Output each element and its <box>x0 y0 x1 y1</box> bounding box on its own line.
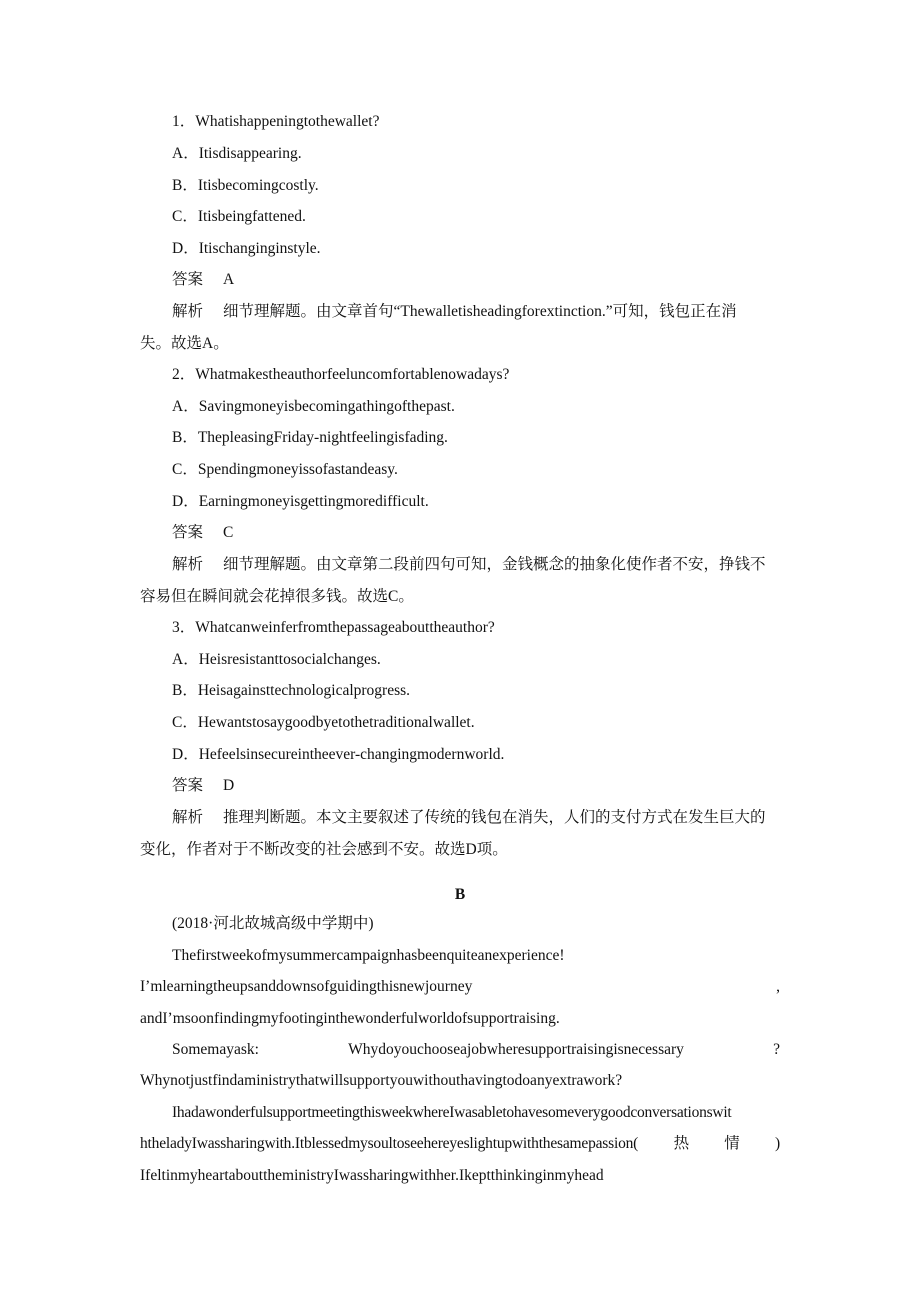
q2-option-d: D．Earningmoneyisgettingmoredifficult. <box>172 493 429 510</box>
q3-option-a: A．Heisresistanttosocialchanges. <box>172 651 381 668</box>
text: 热 <box>673 1135 689 1152</box>
answer-value: A <box>223 271 235 288</box>
q2-analysis-cont: 容易但在瞬间就会花掉很多钱。故选C。 <box>140 588 414 605</box>
analysis-label: 解析 <box>172 809 204 826</box>
q2-option-a: A．Savingmoneyisbecomingathingofthepast. <box>172 398 455 415</box>
analysis-text: 推理判断题。本文主要叙述了传统的钱包在消失，人们的支付方式在发生巨大的 <box>223 809 766 826</box>
passage-line: Whynotjustfindaministrythatwillsupportyouwithouthavingtodoanyextrawork? <box>140 1072 623 1089</box>
q2-option-b: B．ThepleasingFriday-nightfeelingisfading. <box>172 429 448 446</box>
q1-option-c: C．Itisbeingfattened. <box>172 208 306 225</box>
text: 情 <box>724 1135 740 1152</box>
section-heading: B <box>454 886 466 903</box>
passage-line: IfeltinmyheartabouttheministryIwassharingwithher.Ikeptthinkinginmyhead <box>140 1167 604 1184</box>
q3-option-b: B．Heisagainsttechnologicalprogress. <box>172 682 411 699</box>
text: htheladyIwassharingwith.Itblessedmysoultoseehereyeslightupwiththesamepassion( <box>140 1135 639 1152</box>
q1-analysis-cont: 失。故选A。 <box>140 335 229 352</box>
answer-label: 答案 <box>172 777 204 794</box>
q1-answer <box>172 270 234 290</box>
q1-option-b: B．Itisbecomingcostly. <box>172 177 319 194</box>
passage-line <box>140 1134 780 1154</box>
answer-label: 答案 <box>172 524 204 541</box>
analysis-text: 细节理解题。由文章第二段前四句可知，金钱概念的抽象化使作者不安，挣钱不 <box>223 556 766 573</box>
text: I’mlearningtheupsanddownsofguidingthisnewjourney <box>140 978 473 995</box>
q2-answer <box>172 523 233 543</box>
q3-analysis-cont: 变化，作者对于不断改变的社会感到不安。故选D项。 <box>140 841 508 858</box>
passage-line <box>172 1040 780 1060</box>
q1-stem: 1．Whatishappeningtothewallet? <box>172 113 380 130</box>
answer-label: 答案 <box>172 271 204 288</box>
answer-value: D <box>223 777 235 794</box>
q3-option-c: C．Hewantstosaygoodbyetothetraditionalwallet. <box>172 714 475 731</box>
analysis-label: 解析 <box>172 303 204 320</box>
q2-analysis <box>172 555 766 575</box>
passage-line <box>140 977 780 997</box>
text: , <box>776 978 780 995</box>
q3-option-d: D．Hefeelsinsecureintheever-changingmodernworld. <box>172 746 505 763</box>
answer-value: C <box>223 524 234 541</box>
passage-source: (2018·河北故城高级中学期中) <box>172 915 374 932</box>
passage-line: Thefirstweekofmysummercampaignhasbeenquiteanexperience! <box>172 947 565 964</box>
q1-option-d: D．Itischanginginstyle. <box>172 240 321 257</box>
passage-line: andI’msoonfindingmyfootinginthewonderfulworldofsupportraising. <box>140 1010 560 1027</box>
text: Somemayask: <box>172 1041 259 1058</box>
q2-option-c: C．Spendingmoneyissofastandeasy. <box>172 461 398 478</box>
q1-option-a: A．Itisdisappearing. <box>172 145 302 162</box>
analysis-text: 细节理解题。由文章首句“Thewalletisheadingforextinction.”可知，钱包正在消 <box>223 303 737 320</box>
text: Whydoyouchooseajobwheresupportraisingisnecessary <box>348 1041 684 1058</box>
q2-stem: 2．Whatmakestheauthorfeeluncomfortablenowadays? <box>172 366 510 383</box>
text: ? <box>773 1041 780 1058</box>
q3-stem: 3．Whatcanweinferfromthepassageabouttheauthor? <box>172 619 495 636</box>
q3-answer <box>172 776 234 796</box>
passage-line: IhadawonderfulsupportmeetingthisweekwhereIwasabletohavesomeverygoodconversationswit <box>172 1104 732 1121</box>
analysis-label: 解析 <box>172 556 204 573</box>
q1-analysis <box>172 302 737 322</box>
q3-analysis <box>172 808 766 828</box>
text: ) <box>775 1135 780 1152</box>
